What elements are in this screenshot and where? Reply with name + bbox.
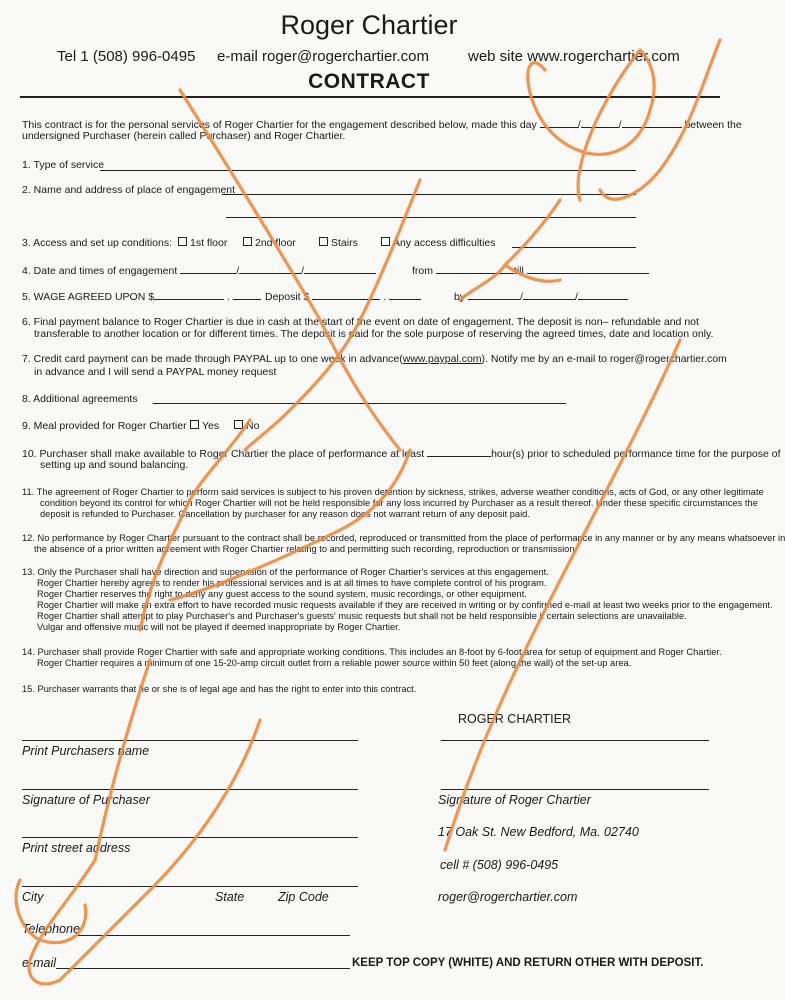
item-14-line-1: 14. Purchaser shall provide Roger Chartier with safe and appropriate working conditions. This includes an 8-foot by 6-foot area for setup of equipment and Roger Chartier.	[22, 647, 722, 657]
scribble-diagonal-2	[245, 180, 420, 450]
deposit-row	[265, 289, 421, 304]
telephone-line[interactable]	[78, 935, 350, 936]
option-access-difficulties[interactable]	[381, 237, 496, 250]
checkbox[interactable]	[381, 237, 390, 246]
roger-address: 17 Oak St. New Bedford, Ma. 02740	[438, 825, 639, 839]
option-label: Stairs	[331, 237, 358, 249]
eng-day-field[interactable]	[180, 263, 236, 274]
hours-field[interactable]	[427, 446, 491, 457]
slash: /	[618, 119, 622, 131]
item-9-label: 9. Meal provided for Roger Chartier	[22, 420, 187, 432]
slash: /	[236, 265, 240, 277]
item-5-row	[22, 289, 261, 304]
item-2-label: 2. Name and address of place of engagement	[22, 184, 236, 196]
item-4-label: 4. Date and times of engagement	[22, 265, 178, 277]
option-2nd-floor[interactable]	[243, 237, 296, 250]
footer-instruction: KEEP TOP COPY (WHITE) AND RETURN OTHER WITH DEPOSIT.	[352, 957, 704, 969]
item-7-line-2: in advance and I will send a PAYPAL money request	[34, 366, 277, 378]
item-12-line-2: the absence of a prior written agreement with Roger Chartier relating to and permitting such recording, reproduction or transmission.	[34, 544, 578, 554]
access-difficulties-field[interactable]	[512, 247, 636, 248]
item-1-label: 1. Type of service	[22, 159, 105, 171]
by-month-field[interactable]	[523, 289, 575, 300]
purchaser-signature-label: Signature of Purchaser	[22, 793, 150, 807]
item-13-line-6: Vulgar and offensive music will not be played if deemed inappropriate by Roger Chartier.	[37, 622, 401, 632]
paypal-link[interactable]: www.paypal.com	[402, 353, 482, 365]
slash: /	[577, 119, 581, 131]
city-state-zip-line[interactable]	[22, 886, 358, 887]
item-15-text: 15. Purchaser warrants that he or she is of legal age and has the right to enter into this contract.	[22, 684, 417, 694]
roger-signature-line	[441, 789, 709, 790]
type-of-service-field[interactable]	[100, 170, 636, 171]
item-13-line-3: Roger Chartier reserves the right to deny any guest access to the sound system, music recordings, or other equipment.	[37, 589, 527, 599]
item-4-row	[22, 263, 376, 278]
item-7-line-1	[22, 353, 727, 366]
item-13-line-4: Roger Chartier will make an extra effort to have recorded music requests available if they are received in writing or by confirmed e-mail at least two weeks prior to the engagement.	[37, 600, 773, 610]
telephone-label: Telephone	[22, 922, 80, 936]
roger-chartier-caption: ROGER CHARTIER	[458, 712, 571, 726]
item-7-text-a: 7. Credit card payment can be made through PAYPAL up to one week in advance(	[22, 353, 403, 365]
wage-label: 5. WAGE AGREED UPON $	[22, 291, 155, 303]
roger-signature-label: Signature of Roger Chartier	[438, 793, 591, 807]
option-stairs[interactable]	[319, 237, 358, 250]
slash: /	[574, 291, 578, 303]
checkbox[interactable]	[190, 420, 199, 429]
header-name: Roger Chartier	[280, 10, 458, 40]
deposit-cents-field[interactable]	[389, 289, 421, 300]
slash: /	[520, 291, 523, 303]
dot: .	[383, 291, 387, 303]
month-field[interactable]	[581, 117, 619, 128]
item-8-label: 8. Additional agreements	[22, 393, 138, 405]
option-1st-floor[interactable]	[178, 237, 227, 250]
by-year-field[interactable]	[578, 289, 628, 300]
option-label: Any access difficulties	[393, 237, 496, 249]
item-11-line-1: 11. The agreement of Roger Chartier to perform said services is subject to his proven detention by sickness, strikes, adverse weather conditions, acts of God, or any other legitimate	[22, 487, 764, 497]
till-time-field[interactable]	[527, 263, 649, 274]
checkbox[interactable]	[178, 237, 187, 246]
item-6-line-1: 6. Final payment balance to Roger Chartier is due in cash at the start of the event on date of engagement. The deposit is non– refundable and not	[22, 316, 699, 328]
intro-text-b: between the	[684, 119, 742, 131]
roger-name-line	[441, 740, 709, 741]
street-address-label: Print street address	[22, 841, 131, 855]
dot: .	[226, 291, 230, 303]
option-label: 2nd floor	[255, 237, 296, 249]
header-website[interactable]: web site www.rogerchartier.com	[468, 48, 680, 65]
by-row	[454, 289, 628, 304]
meal-no[interactable]	[234, 420, 259, 433]
item-6-line-2: transferable to another location or for different times. The deposit is paid for the sole purpose of reserving the agreed times, date and location only.	[34, 328, 714, 340]
year-field[interactable]	[622, 117, 682, 128]
intro-line-2: undersigned Purchaser (herein called Purchaser) and Roger Chartier.	[22, 130, 346, 142]
item-11-line-2: condition beyond its control for which Roger Chartier will not be held responsible for any loss incurred by Purchaser as a result thereof. Under these specific circumstances the	[40, 498, 758, 508]
item-10-line-2: setting up and sound balancing.	[40, 459, 189, 471]
additional-agreements-field[interactable]	[153, 403, 566, 404]
item-3-label: 3. Access and set up conditions:	[22, 237, 173, 249]
checkbox[interactable]	[234, 420, 243, 429]
by-day-field[interactable]	[468, 289, 520, 300]
header-email[interactable]: e-mail roger@rogerchartier.com	[217, 48, 429, 65]
state-label: State	[215, 890, 245, 904]
from-time-field[interactable]	[436, 263, 514, 274]
slash: /	[301, 265, 305, 277]
item-13-line-2: Roger Chartier hereby agrees to render his professional services and is at all times to have complete control of his program.	[37, 578, 547, 588]
item-10-text-a: 10. Purchaser shall make available to Roger Chartier the place of performance at least	[22, 448, 425, 460]
item-11-line-3: deposit is refunded to Purchaser. Cancellation by purchaser for any reason does not warrant return of any deposit paid.	[40, 509, 530, 519]
intro-text-a: This contract is for the personal services of Roger Chartier for the engagement described below, made this day	[22, 119, 537, 131]
street-address-line[interactable]	[22, 837, 358, 838]
item-13-line-5: Roger Chartier shall attempt to play Purchaser's and Purchaser's guests' music requests but shall not be held responsible if certain selections are unavailable.	[37, 611, 687, 621]
place-address-field[interactable]	[226, 217, 636, 218]
eng-year-field[interactable]	[304, 263, 376, 274]
day-field[interactable]	[540, 117, 578, 128]
print-name-label: Print Purchasers name	[22, 744, 150, 758]
option-label: 1st floor	[190, 237, 228, 249]
item-13-line-1: 13. Only the Purchaser shall have direction and supervision of the performance of Roger Chartier's services at this engagement.	[22, 567, 549, 577]
page-title: CONTRACT	[308, 70, 430, 93]
wage-cents-field[interactable]	[233, 289, 261, 300]
deposit-dollars-field[interactable]	[312, 289, 380, 300]
checkbox[interactable]	[319, 237, 328, 246]
scribble-y-stroke	[460, 200, 560, 300]
from-row	[412, 263, 649, 278]
deposit-label: Deposit $	[265, 291, 310, 303]
roger-email[interactable]: roger@rogerchartier.com	[438, 890, 578, 904]
email-label: e-mail	[22, 956, 57, 970]
option-label: Yes	[202, 420, 220, 432]
option-label: No	[246, 420, 260, 432]
item-10-text-b: hour(s) prior to scheduled performance time for the purpose of	[491, 448, 781, 460]
from-label: from	[412, 265, 433, 277]
item-14-line-2: Roger Chartier requires a minimum of one 15-20-amp circuit outlet from a reliable power source within 50 feet (along the wall) of the set-up area.	[37, 658, 632, 668]
header-telephone: Tel 1 (508) 996-0495	[57, 48, 196, 65]
purchaser-name-line[interactable]	[22, 740, 358, 741]
place-name-field[interactable]	[222, 194, 636, 195]
till-label: till	[513, 265, 524, 277]
checkbox[interactable]	[243, 237, 252, 246]
email-line[interactable]	[56, 968, 350, 969]
zip-label: Zip Code	[278, 890, 329, 904]
by-label: by	[454, 291, 466, 303]
eng-month-field[interactable]	[239, 263, 301, 274]
item-12-line-1: 12. No performance by Roger Chartier pursuant to the contract shall be recorded, reproduced or transmitted from the place of performance in any manner or by any means whatsoever in	[22, 533, 785, 543]
purchaser-signature-line[interactable]	[22, 789, 358, 790]
wage-dollars-field[interactable]	[154, 289, 224, 300]
city-label: City	[22, 890, 44, 904]
roger-cell: cell # (508) 996-0495	[440, 858, 559, 872]
header-divider	[20, 96, 720, 98]
meal-yes[interactable]	[190, 420, 219, 433]
item-7-text-b: ). Notify me by an e-mail to roger@rogerchartier.com	[481, 353, 727, 365]
